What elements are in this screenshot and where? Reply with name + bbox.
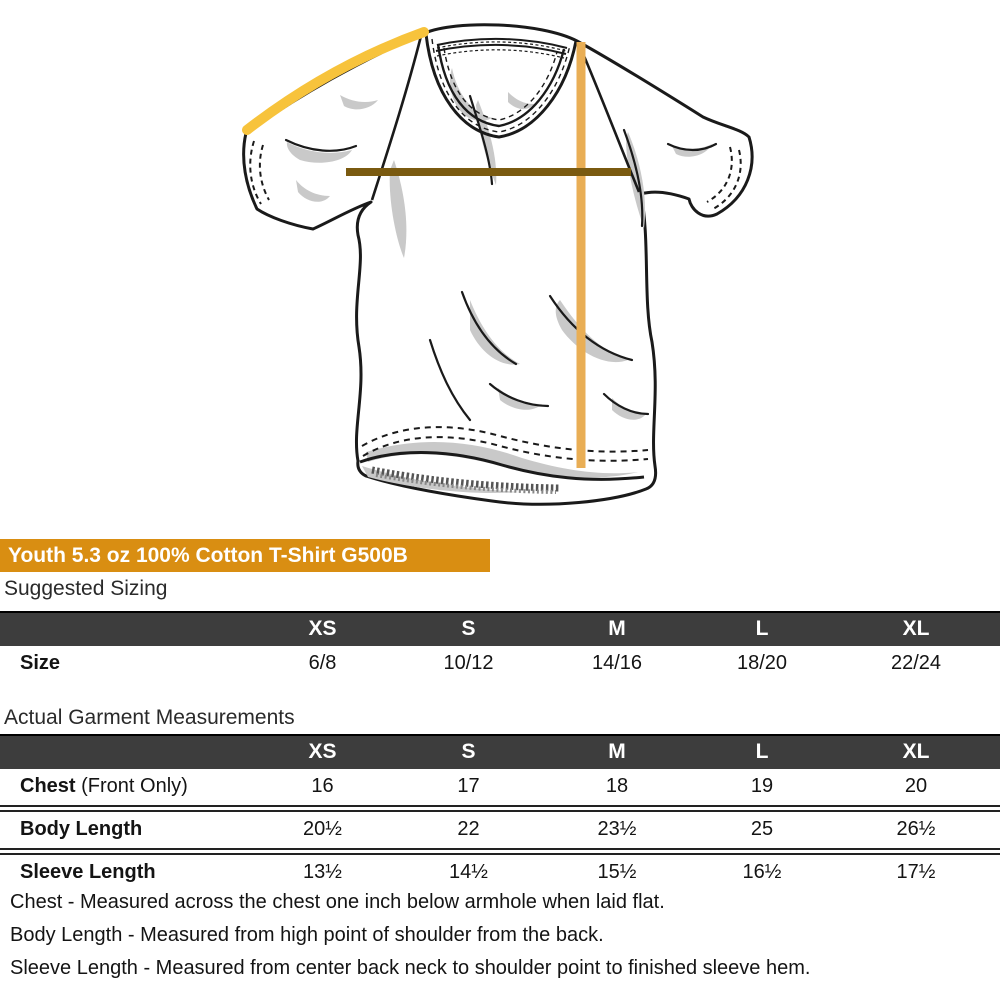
body-length-row bbox=[0, 809, 1000, 852]
col-header-m: M bbox=[608, 617, 626, 640]
empty-header-cell bbox=[0, 612, 250, 646]
chest-cell-s: 17 bbox=[457, 775, 480, 797]
size-row bbox=[0, 646, 1000, 682]
chest-label-suffix: (Front Only) bbox=[75, 775, 188, 797]
note-chest: Chest - Measured across the chest one inch below armhole when laid flat. bbox=[10, 891, 665, 913]
body-length-cell-l: 25 bbox=[692, 809, 832, 852]
suggested-sizing-heading: Suggested Sizing bbox=[4, 577, 168, 600]
col-header-m: M bbox=[608, 740, 626, 763]
sleeve-length-cell-m: 15½ bbox=[542, 852, 692, 892]
body-length-row-label: Body Length bbox=[0, 809, 250, 852]
body-length-cell-xl: 26½ bbox=[832, 809, 1000, 852]
tshirt-silhouette bbox=[244, 25, 752, 505]
col-header-xl: XL bbox=[902, 617, 930, 640]
col-header-s: S bbox=[461, 617, 476, 640]
garment-measurements-header-row bbox=[0, 735, 1000, 769]
col-header-xl: XL bbox=[902, 740, 930, 763]
size-cell-l: 18/20 bbox=[736, 652, 788, 674]
suggested-sizing-table bbox=[0, 611, 1000, 682]
measurement-notes bbox=[10, 886, 994, 985]
garment-measurements-table bbox=[0, 734, 1000, 891]
empty-header-cell bbox=[0, 735, 250, 769]
chest-cell-l: 19 bbox=[750, 775, 774, 797]
col-header-xs: XS bbox=[308, 617, 337, 640]
col-header-xs: XS bbox=[308, 740, 337, 763]
size-row-label: Size bbox=[20, 652, 61, 674]
size-cell-xs: 6/8 bbox=[308, 652, 337, 674]
product-banner bbox=[0, 539, 490, 572]
body-length-cell-s: 22 bbox=[395, 809, 542, 852]
col-header-l: L bbox=[755, 740, 769, 763]
suggested-sizing-header-row bbox=[0, 612, 1000, 646]
chest-cell-xs: 16 bbox=[311, 775, 334, 797]
size-cell-xl: 22/24 bbox=[890, 652, 942, 674]
note-sleeve-length: Sleeve Length - Measured from center back neck to shoulder point to finished sleeve hem. bbox=[10, 957, 811, 979]
sleeve-length-row-label: Sleeve Length bbox=[0, 852, 250, 892]
chest-row bbox=[0, 769, 1000, 809]
sleeve-length-cell-xs: 13½ bbox=[250, 852, 395, 892]
sleeve-length-cell-l: 16½ bbox=[692, 852, 832, 892]
sleeve-length-cell-xl: 17½ bbox=[832, 852, 1000, 892]
note-body-length: Body Length - Measured from high point of shoulder from the back. bbox=[10, 924, 604, 946]
chest-cell-xl: 20 bbox=[904, 775, 928, 797]
sleeve-length-cell-s: 14½ bbox=[395, 852, 542, 892]
garment-measurements-heading: Actual Garment Measurements bbox=[4, 706, 295, 729]
chest-cell-m: 18 bbox=[605, 775, 629, 797]
body-length-cell-xs: 20½ bbox=[250, 809, 395, 852]
size-cell-s: 10/12 bbox=[443, 652, 494, 674]
col-header-s: S bbox=[461, 740, 476, 763]
body-length-cell-m: 23½ bbox=[542, 809, 692, 852]
col-header-l: L bbox=[755, 617, 769, 640]
size-cell-m: 14/16 bbox=[591, 652, 643, 674]
chest-row-label bbox=[0, 769, 250, 809]
chest-label-main: Chest bbox=[20, 775, 76, 797]
product-title: Youth 5.3 oz 100% Cotton T-Shirt G500B bbox=[8, 544, 408, 567]
